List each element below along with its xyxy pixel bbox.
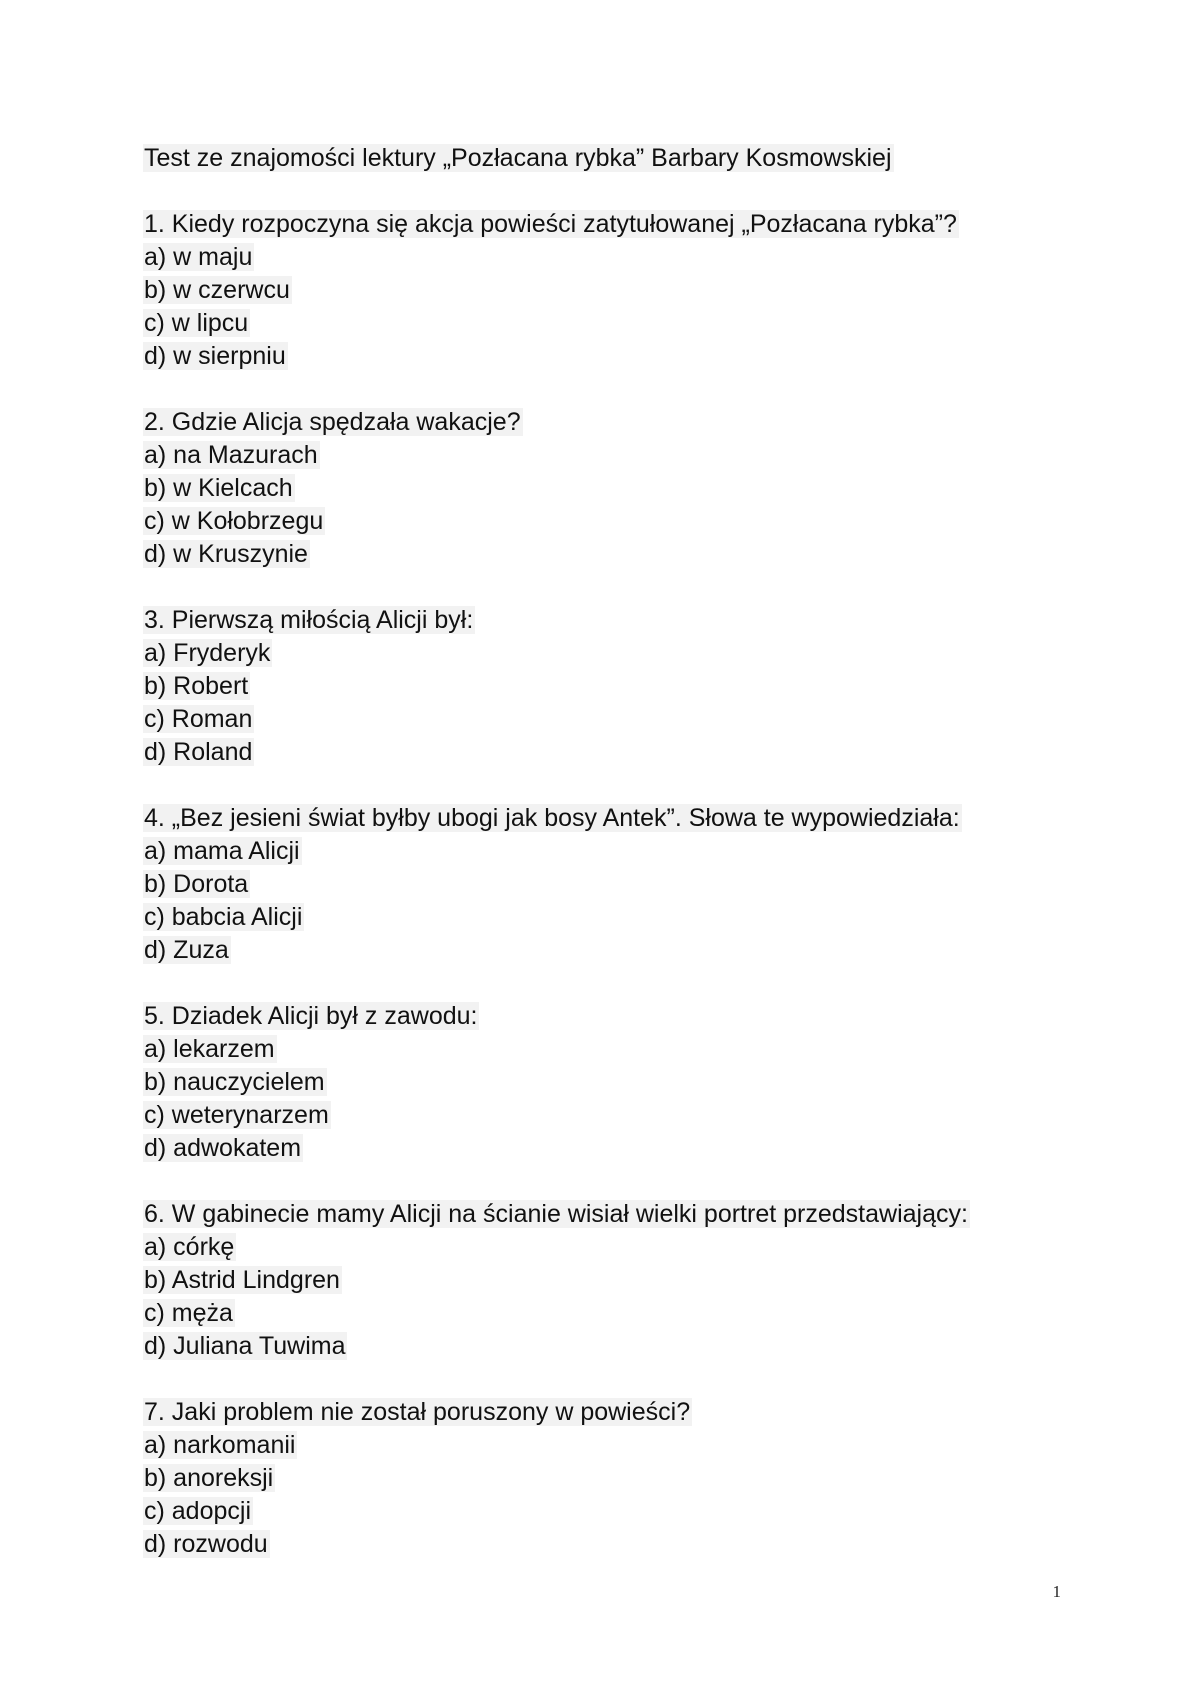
answer-text: b) Robert [144,672,249,700]
answer-option [143,340,1083,373]
answer-option [143,307,1083,340]
answer-option [143,1231,1083,1264]
question-text-span: 7. Jaki problem nie został poruszony w powieści? [144,1398,691,1426]
answer-option [143,1099,1083,1132]
quiz-content [143,142,1083,1594]
question-1 [143,208,1083,373]
answer-text: c) babcia Alicji [144,903,303,931]
answer-option [143,736,1083,769]
answer-text: d) Roland [144,738,253,766]
question-text-span: 5. Dziadek Alicji był z zawodu: [144,1002,478,1030]
answer-option [143,1264,1083,1297]
answer-option [143,703,1083,736]
answer-text: a) Fryderyk [144,639,271,667]
answer-text: c) męża [144,1299,233,1327]
question-5 [143,1000,1083,1165]
answer-option [143,670,1083,703]
answer-text: b) nauczycielem [144,1068,325,1096]
question-text-span: 4. „Bez jesieni świat byłby ubogi jak bosy Antek”. Słowa te wypowiedziała: [144,804,960,832]
answer-option [143,637,1083,670]
answer-text: d) Zuza [144,936,229,964]
answer-option [143,1297,1083,1330]
answer-text: c) Roman [144,705,253,733]
answer-text: d) adwokatem [144,1134,302,1162]
answer-text: a) narkomanii [144,1431,296,1459]
question-text-span: 6. W gabinecie mamy Alicji na ścianie wisiał wielki portret przedstawiający: [144,1200,968,1228]
page-number: 1 [1052,1582,1061,1601]
answer-option [143,505,1083,538]
answer-option [143,934,1083,967]
answer-text: a) córkę [144,1233,235,1261]
question-text [143,1198,1083,1231]
answer-text: b) anoreksji [144,1464,274,1492]
answer-option [143,1528,1083,1561]
quiz-title [143,142,1083,175]
answer-text: d) w sierpniu [144,342,286,370]
answer-text: a) mama Alicji [144,837,300,865]
question-6 [143,1198,1083,1363]
question-text [143,406,1083,439]
answer-option [143,241,1083,274]
answer-text: a) w maju [144,243,253,271]
answer-text: d) w Kruszynie [144,540,308,568]
answer-text: c) adopcji [144,1497,251,1525]
answer-text: b) Astrid Lindgren [144,1266,340,1294]
answer-option [143,1330,1083,1363]
answer-option [143,1429,1083,1462]
answer-option [143,274,1083,307]
question-text-span: 2. Gdzie Alicja spędzała wakacje? [144,408,521,436]
answer-option [143,868,1083,901]
answer-text: b) Dorota [144,870,249,898]
question-text-span: 1. Kiedy rozpoczyna się akcja powieści zatytułowanej „Pozłacana rybka”? [144,210,957,238]
answer-option [143,1132,1083,1165]
answer-option [143,1495,1083,1528]
answer-text: c) w Kołobrzegu [144,507,324,535]
answer-option [143,1033,1083,1066]
question-text [143,208,1083,241]
answer-option [143,1066,1083,1099]
question-text [143,1000,1083,1033]
question-text [143,802,1083,835]
answer-text: d) rozwodu [144,1530,268,1558]
answer-text: b) w Kielcach [144,474,293,502]
answer-option [143,835,1083,868]
answer-option [143,901,1083,934]
answer-text: d) Juliana Tuwima [144,1332,346,1360]
answer-option [143,538,1083,571]
question-text [143,604,1083,637]
answer-text: a) lekarzem [144,1035,275,1063]
answer-text: a) na Mazurach [144,441,318,469]
question-7 [143,1396,1083,1561]
answer-text: c) w lipcu [144,309,249,337]
answer-option [143,439,1083,472]
answer-text: b) w czerwcu [144,276,290,304]
question-text [143,1396,1083,1429]
answer-text: c) weterynarzem [144,1101,329,1129]
question-4 [143,802,1083,967]
question-3 [143,604,1083,769]
answer-option [143,472,1083,505]
quiz-title-text: Test ze znajomości lektury „Pozłacana rybka” Barbary Kosmowskiej [144,144,892,172]
question-2 [143,406,1083,571]
answer-option [143,1462,1083,1495]
question-text-span: 3. Pierwszą miłością Alicji był: [144,606,474,634]
